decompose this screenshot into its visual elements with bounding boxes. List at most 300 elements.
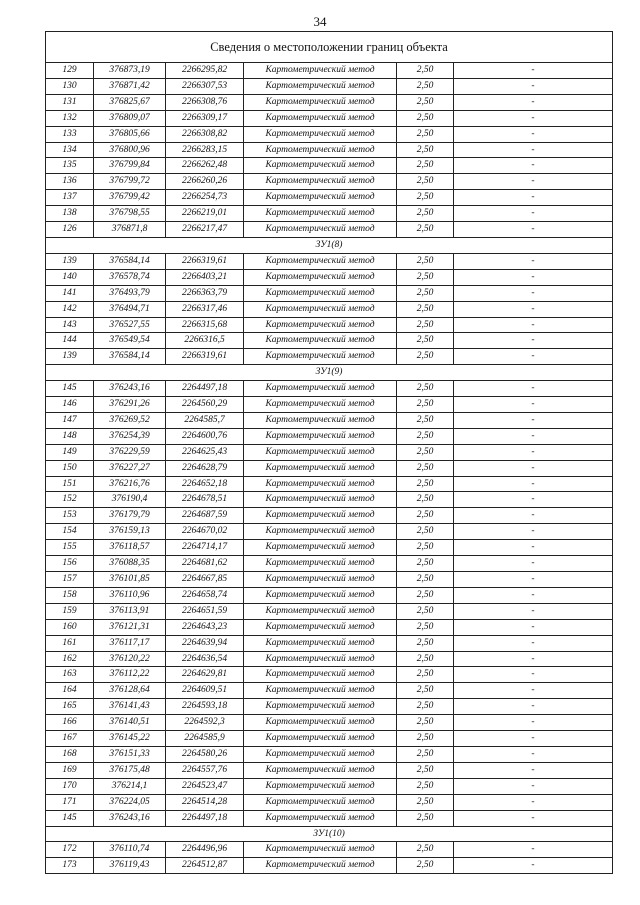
cell-point-number: 135 [46,158,94,174]
cell-description: - [454,63,613,79]
cell-method: Картометрический метод [244,587,397,603]
cell-accuracy: 2,50 [397,603,454,619]
cell-y-coordinate: 2264512,87 [166,858,244,874]
table-row [46,190,613,206]
cell-x-coordinate: 376269,52 [94,412,166,428]
cell-accuracy: 2,50 [397,301,454,317]
cell-x-coordinate: 376254,39 [94,428,166,444]
cell-accuracy: 2,50 [397,444,454,460]
table-row [46,349,613,365]
cell-accuracy: 2,50 [397,397,454,413]
table-row [46,572,613,588]
cell-method: Картометрический метод [244,635,397,651]
cell-y-coordinate: 2264651,59 [166,603,244,619]
cell-x-coordinate: 376128,64 [94,683,166,699]
table-row [46,269,613,285]
cell-method: Картометрический метод [244,317,397,333]
cell-method: Картометрический метод [244,715,397,731]
cell-point-number: 129 [46,63,94,79]
cell-accuracy: 2,50 [397,126,454,142]
cell-x-coordinate: 376799,84 [94,158,166,174]
cell-y-coordinate: 2266254,73 [166,190,244,206]
cell-description: - [454,508,613,524]
cell-point-number: 136 [46,174,94,190]
table-row [46,206,613,222]
cell-method: Картометрический метод [244,762,397,778]
cell-point-number: 131 [46,94,94,110]
cell-method: Картометрический метод [244,428,397,444]
cell-y-coordinate: 2264557,76 [166,762,244,778]
cell-point-number: 138 [46,206,94,222]
cell-point-number: 139 [46,253,94,269]
cell-method: Картометрический метод [244,778,397,794]
cell-description: - [454,317,613,333]
table-row [46,222,613,238]
cell-accuracy: 2,50 [397,778,454,794]
cell-method: Картометрический метод [244,619,397,635]
table-row [46,587,613,603]
cell-x-coordinate: 376800,96 [94,142,166,158]
table-row [46,794,613,810]
cell-y-coordinate: 2266317,46 [166,301,244,317]
cell-method: Картометрический метод [244,603,397,619]
cell-accuracy: 2,50 [397,746,454,762]
cell-point-number: 126 [46,222,94,238]
cell-y-coordinate: 2264652,18 [166,476,244,492]
section-label: ЗУ1(10) [46,826,613,842]
cell-x-coordinate: 376825,67 [94,94,166,110]
table-row [46,746,613,762]
cell-x-coordinate: 376179,79 [94,508,166,524]
cell-x-coordinate: 376805,66 [94,126,166,142]
cell-y-coordinate: 2264496,96 [166,842,244,858]
cell-description: - [454,412,613,428]
cell-description: - [454,158,613,174]
cell-x-coordinate: 376113,91 [94,603,166,619]
cell-description: - [454,349,613,365]
cell-y-coordinate: 2264643,23 [166,619,244,635]
cell-x-coordinate: 376117,17 [94,635,166,651]
cell-y-coordinate: 2266403,21 [166,269,244,285]
cell-method: Картометрический метод [244,556,397,572]
cell-accuracy: 2,50 [397,190,454,206]
cell-method: Картометрический метод [244,381,397,397]
cell-description: - [454,333,613,349]
cell-accuracy: 2,50 [397,428,454,444]
cell-y-coordinate: 2266319,61 [166,349,244,365]
cell-point-number: 130 [46,78,94,94]
cell-accuracy: 2,50 [397,635,454,651]
table-row [46,476,613,492]
cell-point-number: 161 [46,635,94,651]
cell-method: Картометрический метод [244,810,397,826]
table-row [46,492,613,508]
cell-description: - [454,206,613,222]
cell-description: - [454,381,613,397]
cell-accuracy: 2,50 [397,333,454,349]
cell-description: - [454,253,613,269]
cell-accuracy: 2,50 [397,317,454,333]
cell-point-number: 133 [46,126,94,142]
cell-x-coordinate: 376578,74 [94,269,166,285]
cell-y-coordinate: 2266283,15 [166,142,244,158]
cell-x-coordinate: 376229,59 [94,444,166,460]
cell-description: - [454,619,613,635]
cell-y-coordinate: 2264678,51 [166,492,244,508]
cell-description: - [454,301,613,317]
table-row [46,412,613,428]
cell-x-coordinate: 376175,48 [94,762,166,778]
cell-method: Картометрический метод [244,492,397,508]
cell-accuracy: 2,50 [397,253,454,269]
cell-x-coordinate: 376119,43 [94,858,166,874]
cell-description: - [454,126,613,142]
table-row [46,158,613,174]
cell-accuracy: 2,50 [397,269,454,285]
cell-y-coordinate: 2266260,26 [166,174,244,190]
cell-y-coordinate: 2264497,18 [166,810,244,826]
cell-description: - [454,667,613,683]
cell-method: Картометрический метод [244,301,397,317]
cell-x-coordinate: 376243,16 [94,810,166,826]
table-row [46,428,613,444]
cell-point-number: 166 [46,715,94,731]
cell-method: Картометрический метод [244,412,397,428]
cell-y-coordinate: 2266307,53 [166,78,244,94]
cell-point-number: 170 [46,778,94,794]
cell-method: Картометрический метод [244,460,397,476]
cell-method: Картометрический метод [244,524,397,540]
cell-method: Картометрический метод [244,651,397,667]
cell-y-coordinate: 2266217,47 [166,222,244,238]
cell-description: - [454,699,613,715]
cell-method: Картометрический метод [244,190,397,206]
cell-accuracy: 2,50 [397,206,454,222]
cell-accuracy: 2,50 [397,794,454,810]
table-row [46,126,613,142]
cell-accuracy: 2,50 [397,810,454,826]
cell-description: - [454,476,613,492]
table-row [46,174,613,190]
cell-description: - [454,142,613,158]
section-header-row [46,237,613,253]
cell-accuracy: 2,50 [397,174,454,190]
cell-accuracy: 2,50 [397,508,454,524]
cell-accuracy: 2,50 [397,667,454,683]
cell-x-coordinate: 376549,54 [94,333,166,349]
table-row [46,699,613,715]
cell-accuracy: 2,50 [397,142,454,158]
cell-description: - [454,285,613,301]
cell-x-coordinate: 376110,96 [94,587,166,603]
cell-point-number: 134 [46,142,94,158]
cell-point-number: 140 [46,269,94,285]
cell-description: - [454,731,613,747]
cell-description: - [454,222,613,238]
cell-description: - [454,397,613,413]
cell-accuracy: 2,50 [397,476,454,492]
cell-point-number: 159 [46,603,94,619]
cell-y-coordinate: 2266308,82 [166,126,244,142]
cell-accuracy: 2,50 [397,349,454,365]
cell-point-number: 148 [46,428,94,444]
cell-y-coordinate: 2264600,76 [166,428,244,444]
cell-method: Картометрический метод [244,269,397,285]
table-row [46,460,613,476]
cell-method: Картометрический метод [244,206,397,222]
cell-description: - [454,778,613,794]
cell-point-number: 156 [46,556,94,572]
cell-x-coordinate: 376216,76 [94,476,166,492]
cell-point-number: 172 [46,842,94,858]
cell-point-number: 141 [46,285,94,301]
cell-description: - [454,651,613,667]
cell-point-number: 169 [46,762,94,778]
cell-point-number: 142 [46,301,94,317]
table-row [46,556,613,572]
cell-method: Картометрический метод [244,333,397,349]
cell-point-number: 158 [46,587,94,603]
cell-x-coordinate: 376809,07 [94,110,166,126]
cell-description: - [454,842,613,858]
cell-x-coordinate: 376493,79 [94,285,166,301]
cell-method: Картометрический метод [244,794,397,810]
cell-method: Картометрический метод [244,842,397,858]
cell-point-number: 162 [46,651,94,667]
cell-point-number: 149 [46,444,94,460]
cell-x-coordinate: 376110,74 [94,842,166,858]
cell-y-coordinate: 2264560,29 [166,397,244,413]
cell-description: - [454,556,613,572]
table-row [46,715,613,731]
cell-point-number: 154 [46,524,94,540]
cell-y-coordinate: 2264585,7 [166,412,244,428]
table-row [46,810,613,826]
table-row [46,508,613,524]
cell-accuracy: 2,50 [397,572,454,588]
cell-accuracy: 2,50 [397,619,454,635]
cell-point-number: 146 [46,397,94,413]
cell-point-number: 173 [46,858,94,874]
cell-y-coordinate: 2264658,74 [166,587,244,603]
cell-accuracy: 2,50 [397,460,454,476]
cell-method: Картометрический метод [244,126,397,142]
cell-x-coordinate: 376871,8 [94,222,166,238]
cell-x-coordinate: 376121,31 [94,619,166,635]
cell-y-coordinate: 2264681,62 [166,556,244,572]
page-number: 34 [313,14,327,29]
table-row [46,333,613,349]
cell-description: - [454,587,613,603]
table-row [46,142,613,158]
cell-description: - [454,524,613,540]
cell-description: - [454,269,613,285]
cell-description: - [454,110,613,126]
cell-accuracy: 2,50 [397,94,454,110]
cell-accuracy: 2,50 [397,762,454,778]
section-label: ЗУ1(8) [46,237,613,253]
cell-x-coordinate: 376159,13 [94,524,166,540]
cell-x-coordinate: 376799,42 [94,190,166,206]
cell-method: Картометрический метод [244,253,397,269]
cell-y-coordinate: 2264628,79 [166,460,244,476]
cell-x-coordinate: 376494,71 [94,301,166,317]
cell-accuracy: 2,50 [397,63,454,79]
cell-method: Картометрический метод [244,476,397,492]
cell-y-coordinate: 2264514,28 [166,794,244,810]
cell-point-number: 144 [46,333,94,349]
cell-y-coordinate: 2266315,68 [166,317,244,333]
cell-point-number: 168 [46,746,94,762]
cell-description: - [454,762,613,778]
cell-y-coordinate: 2264714,17 [166,540,244,556]
cell-method: Картометрический метод [244,858,397,874]
cell-y-coordinate: 2266219,01 [166,206,244,222]
cell-point-number: 143 [46,317,94,333]
cell-x-coordinate: 376873,19 [94,63,166,79]
cell-y-coordinate: 2264667,85 [166,572,244,588]
cell-description: - [454,78,613,94]
cell-method: Картометрический метод [244,746,397,762]
cell-accuracy: 2,50 [397,699,454,715]
cell-x-coordinate: 376224,05 [94,794,166,810]
table-row [46,619,613,635]
cell-method: Картометрический метод [244,683,397,699]
cell-method: Картометрический метод [244,285,397,301]
cell-accuracy: 2,50 [397,381,454,397]
cell-y-coordinate: 2264687,59 [166,508,244,524]
cell-point-number: 160 [46,619,94,635]
cell-accuracy: 2,50 [397,842,454,858]
cell-description: - [454,683,613,699]
cell-y-coordinate: 2264639,94 [166,635,244,651]
table-row [46,524,613,540]
cell-method: Картометрический метод [244,731,397,747]
cell-accuracy: 2,50 [397,683,454,699]
section-label: ЗУ1(9) [46,365,613,381]
table-row [46,731,613,747]
boundary-table-body [46,32,613,874]
cell-method: Картометрический метод [244,94,397,110]
cell-x-coordinate: 376584,14 [94,349,166,365]
cell-method: Картометрический метод [244,110,397,126]
cell-x-coordinate: 376243,16 [94,381,166,397]
cell-y-coordinate: 2266308,76 [166,94,244,110]
cell-point-number: 167 [46,731,94,747]
cell-accuracy: 2,50 [397,587,454,603]
cell-x-coordinate: 376799,72 [94,174,166,190]
cell-method: Картометрический метод [244,78,397,94]
cell-description: - [454,858,613,874]
boundary-table-container [45,31,612,874]
cell-description: - [454,572,613,588]
cell-method: Картометрический метод [244,174,397,190]
cell-y-coordinate: 2264593,18 [166,699,244,715]
cell-point-number: 165 [46,699,94,715]
cell-y-coordinate: 2266319,61 [166,253,244,269]
cell-point-number: 164 [46,683,94,699]
table-row [46,444,613,460]
table-row [46,778,613,794]
cell-method: Картометрический метод [244,142,397,158]
cell-description: - [454,540,613,556]
cell-point-number: 145 [46,810,94,826]
cell-x-coordinate: 376584,14 [94,253,166,269]
cell-y-coordinate: 2264580,26 [166,746,244,762]
cell-x-coordinate: 376145,22 [94,731,166,747]
cell-point-number: 157 [46,572,94,588]
cell-accuracy: 2,50 [397,651,454,667]
cell-description: - [454,746,613,762]
cell-y-coordinate: 2266309,17 [166,110,244,126]
table-row [46,603,613,619]
table-row [46,63,613,79]
cell-accuracy: 2,50 [397,412,454,428]
section-header-row [46,365,613,381]
cell-description: - [454,444,613,460]
cell-y-coordinate: 2264636,54 [166,651,244,667]
cell-point-number: 171 [46,794,94,810]
cell-description: - [454,635,613,651]
cell-point-number: 137 [46,190,94,206]
cell-x-coordinate: 376101,85 [94,572,166,588]
cell-point-number: 151 [46,476,94,492]
cell-description: - [454,794,613,810]
cell-method: Картометрический метод [244,349,397,365]
cell-method: Картометрический метод [244,540,397,556]
table-title: Сведения о местоположении границ объекта [46,32,613,63]
cell-x-coordinate: 376118,57 [94,540,166,556]
table-row [46,110,613,126]
cell-x-coordinate: 376088,35 [94,556,166,572]
cell-accuracy: 2,50 [397,524,454,540]
table-row [46,651,613,667]
cell-accuracy: 2,50 [397,78,454,94]
cell-accuracy: 2,50 [397,285,454,301]
cell-accuracy: 2,50 [397,492,454,508]
cell-point-number: 132 [46,110,94,126]
table-row [46,397,613,413]
cell-y-coordinate: 2264523,47 [166,778,244,794]
table-row [46,78,613,94]
cell-point-number: 145 [46,381,94,397]
cell-point-number: 139 [46,349,94,365]
cell-point-number: 147 [46,412,94,428]
cell-accuracy: 2,50 [397,858,454,874]
table-title-row [46,32,613,63]
cell-description: - [454,492,613,508]
cell-x-coordinate: 376151,33 [94,746,166,762]
cell-method: Картометрический метод [244,63,397,79]
table-row [46,301,613,317]
cell-x-coordinate: 376527,55 [94,317,166,333]
table-row [46,667,613,683]
table-row [46,94,613,110]
cell-description: - [454,715,613,731]
table-row [46,253,613,269]
cell-description: - [454,94,613,110]
cell-method: Картометрический метод [244,667,397,683]
cell-accuracy: 2,50 [397,540,454,556]
cell-y-coordinate: 2264670,02 [166,524,244,540]
cell-x-coordinate: 376798,55 [94,206,166,222]
cell-point-number: 150 [46,460,94,476]
cell-y-coordinate: 2264497,18 [166,381,244,397]
cell-y-coordinate: 2266262,48 [166,158,244,174]
table-row [46,317,613,333]
cell-method: Картометрический метод [244,222,397,238]
cell-method: Картометрический метод [244,444,397,460]
